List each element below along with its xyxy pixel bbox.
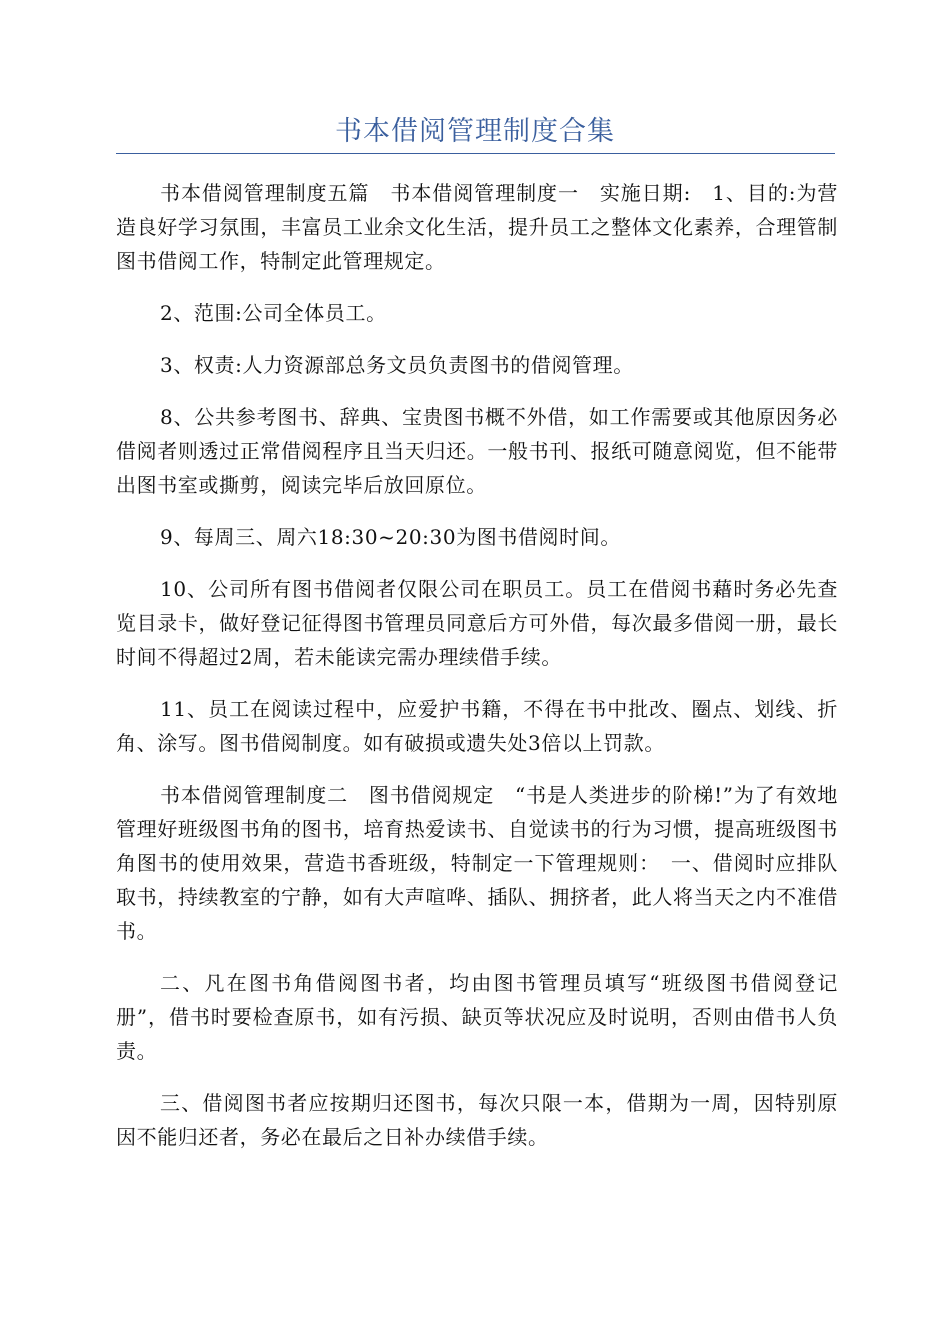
paragraph-responsibility: 3、权责:人力资源部总务文员负责图书的借阅管理。 xyxy=(160,353,634,377)
paragraph-scope: 2、范围:公司全体员工。 xyxy=(160,301,387,325)
paragraph-return-policy: 三、借阅图书者应按期归还图书，每次只限一本，借期为一周，因特别原因不能归还者，务必在最后之日补办续借手续。 xyxy=(116,1091,838,1149)
paragraph-intro: 书本借阅管理制度五篇 书本借阅管理制度一 实施日期: 1、目的:为营造良好学习氛围，丰富员工业余文化生活，提升员工之整体文化素养，合理管制图书借阅工作，特制定此管理规定。 xyxy=(116,181,838,273)
paragraph-system-two: 书本借阅管理制度二 图书借阅规定 “书是人类进步的阶梯!”为了有效地管理好班级图书角的图书，培育热爱读书、自觉读书的行为习惯，提高班级图书角图书的使用效果，营造书香班级，特制定一下管理规则： 一、借阅时应排队取书，持续教室的宁静，如有大声喧哗、插队、拥挤者，此人将当天之内不准借书。 xyxy=(116,783,838,943)
document-body xyxy=(116,176,838,1172)
paragraph-registration: 二、凡在图书角借阅图书者，均由图书管理员填写“班级图书借阅登记册”，借书时要检查原书，如有污损、缺页等状况应及时说明，否则由借书人负责。 xyxy=(116,971,838,1063)
title-underline xyxy=(116,153,835,154)
document-title: 书本借阅管理制度合集 xyxy=(335,116,615,147)
paragraph-book-care: 11、员工在阅读过程中，应爱护书籍，不得在书中批改、圈点、划线、折角、涂写。图书借阅制度。如有破损或遗失处3倍以上罚款。 xyxy=(116,697,838,755)
paragraph-borrowing-time: 9、每周三、周六18:30~20:30为图书借阅时间。 xyxy=(160,525,621,549)
paragraph-borrower-eligibility: 10、公司所有图书借阅者仅限公司在职员工。员工在借阅书藉时务必先查览目录卡，做好登记征得图书管理员同意后方可外借，每次最多借阅一册，最长时间不得超过2周，若未能读完需办理续借手续。 xyxy=(116,577,838,669)
paragraph-reference-books: 8、公共参考图书、辞典、宝贵图书概不外借，如工作需要或其他原因务必借阅者则透过正常借阅程序且当天归还。一般书刊、报纸可随意阅览，但不能带出图书室或撕剪，阅读完毕后放回原位。 xyxy=(116,405,838,497)
